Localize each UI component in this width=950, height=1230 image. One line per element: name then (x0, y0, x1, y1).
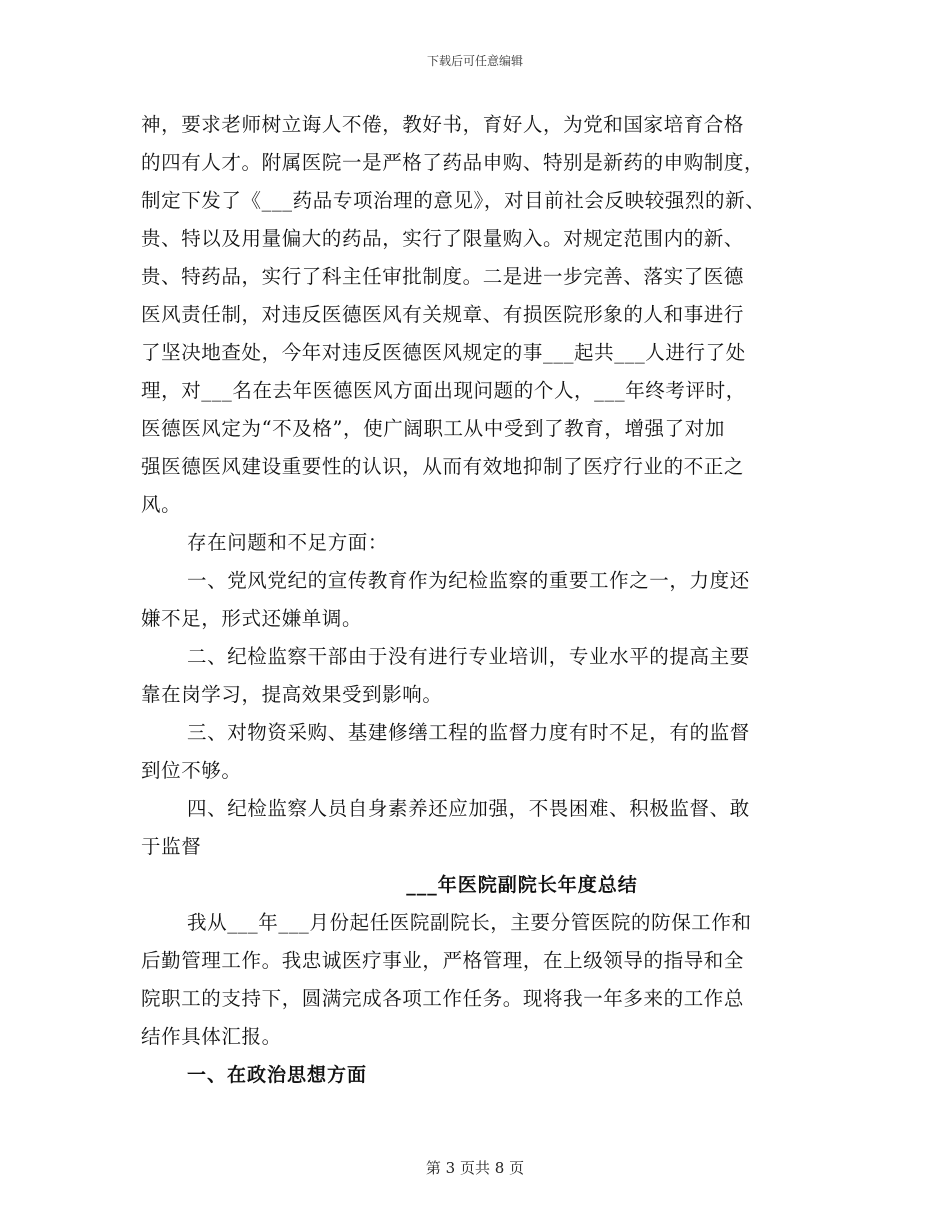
body-line: 制定下发了《___药品专项治理的意见》，对目前社会反映较强烈的新、 (141, 189, 766, 212)
problem-item-3-line-2: 到位不够。 (141, 759, 242, 782)
body-line: 的四有人才。附属医院一是严格了药品申购、特别是新药的申购制度， (141, 151, 765, 174)
body-line: 理，对___名在去年医德医风方面出现问题的个人，___年终考评时， (141, 379, 746, 402)
document-body (141, 106, 841, 1094)
body-line: 了坚决地查处，今年对违反医德医风规定的事___起共___人进行了处 (141, 341, 746, 364)
body-line: 强医德医风建设重要性的认识，从而有效地抑制了医疗行业的不正之 (141, 455, 745, 478)
intro-line: 结作具体汇报。 (141, 1025, 282, 1048)
problem-item-1-line-2: 嫌不足，形式还嫌单调。 (141, 607, 363, 630)
body-line: 医风责任制，对违反医德医风有关规章、有损医院形象的人和事进行 (141, 303, 745, 326)
body-line: 医德医风定为“不及格”，使广阔职工从中受到了教育，增强了对加 (141, 417, 725, 440)
page-footer: 第 3 页共 8 页 (425, 1159, 525, 1177)
problem-item-3-line-1: 三、对物资采购、基建修缮工程的监督力度有时不足，有的监督 (187, 721, 750, 744)
body-line: 风。 (141, 493, 182, 516)
problem-item-4-line-2: 于监督 (141, 835, 202, 858)
intro-line: 院职工的支持下，圆满完成各项工作任务。现将我一年多来的工作总 (141, 987, 745, 1010)
problem-item-1-line-1: 一、党风党纪的宣传教育作为纪检监察的重要工作之一，力度还 (187, 569, 750, 592)
page-header: 下载后可任意编辑 (426, 54, 523, 68)
problem-item-2-line-2: 靠在岗学习，提高效果受到影响。 (141, 683, 443, 706)
intro-line: 我从___年___月份起任医院副院长，主要分管医院的防保工作和 (187, 911, 752, 934)
body-line: 贵、特药品，实行了科主任审批制度。二是进一步完善、落实了医德 (141, 265, 745, 288)
problem-item-4-line-1: 四、纪检监察人员自身素养还应加强，不畏困难、积极监督、敢 (187, 797, 750, 820)
document-title: ___年医院副院长年度总结 (406, 874, 638, 896)
problem-item-2-line-1: 二、纪检监察干部由于没有进行专业培训，专业水平的提高主要 (187, 645, 750, 668)
intro-line: 后勤管理工作。我忠诚医疗事业，严格管理，在上级领导的指导和全 (141, 949, 745, 972)
section-heading: 一、在政治思想方面 (187, 1064, 368, 1086)
body-line: 神，要求老师树立诲人不倦，教好书，育好人，为党和国家培育合格 (141, 113, 745, 136)
body-line: 贵、特以及用量偏大的药品，实行了限量购入。对规定范围内的新、 (141, 227, 745, 250)
problems-heading: 存在问题和不足方面： (187, 531, 389, 554)
